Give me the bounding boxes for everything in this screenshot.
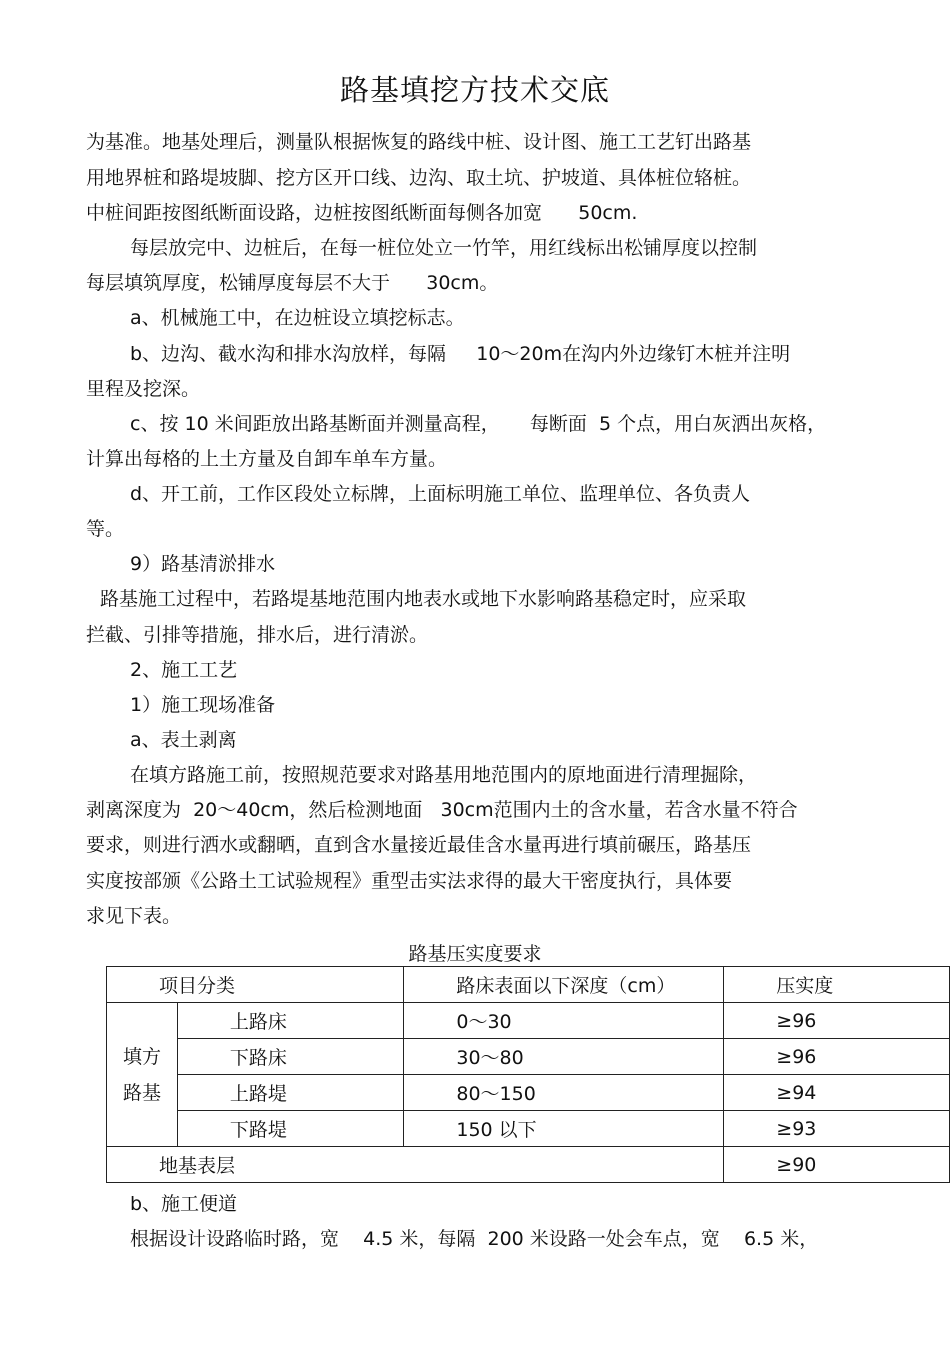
- paragraph-line: 求见下表。: [86, 905, 182, 927]
- row-depth: 0～30: [404, 1003, 724, 1039]
- table-row: [107, 1003, 950, 1039]
- row-depth: 80～150: [404, 1075, 724, 1111]
- row-name: 下路床: [177, 1039, 403, 1075]
- paragraph-line: b、边沟、截水沟和排水沟放样，每隔 10～20m在沟内外边缘钉木桩并注明: [130, 343, 791, 365]
- document-title: 路基填挖方技术交底: [339, 73, 610, 107]
- table-row: [107, 1039, 950, 1075]
- compaction-table: [106, 966, 950, 1183]
- table-row: [107, 1147, 950, 1183]
- row-value: ≥96: [724, 1003, 950, 1039]
- paragraph-line: 每层放完中、边桩后，在每一桩位处立一竹竿，用红线标出松铺厚度以控制: [130, 237, 758, 259]
- section-heading: b、施工便道: [130, 1193, 238, 1215]
- table-row: [107, 1075, 950, 1111]
- section-heading: 2、施工工艺: [130, 659, 238, 681]
- paragraph-line: 为基准。地基处理后，测量队根据恢复的路线中桩、设计图、施工工艺钉出路基: [86, 131, 752, 153]
- row-value: ≥96: [724, 1039, 950, 1075]
- paragraph-line: 要求，则进行洒水或翻晒，直到含水量接近最佳含水量再进行填前碾压，路基压: [86, 834, 752, 856]
- paragraph-line: a、机械施工中，在边桩设立填挖标志。: [130, 307, 465, 329]
- paragraph-line: 拦截、引排等措施，排水后，进行清淤。: [86, 624, 429, 646]
- row-name: 上路堤: [177, 1075, 403, 1111]
- paragraph-line: 中桩间距按图纸断面设路，边桩按图纸断面每侧各加宽 50cm.: [86, 202, 638, 224]
- group-label-line: 填方: [122, 1045, 161, 1068]
- table-caption: 路基压实度要求: [408, 943, 542, 965]
- header-category: 项目分类: [107, 967, 404, 1003]
- paragraph-line: 用地界桩和路堤坡脚、挖方区开口线、边沟、取土坑、护坡道、具体桩位辂桩。: [86, 167, 752, 189]
- group-label-cell: [107, 1003, 178, 1147]
- paragraph-line: 里程及挖深。: [86, 378, 201, 400]
- paragraph-line: d、开工前，工作区段处立标牌，上面标明施工单位、监理单位、各负责人: [130, 483, 751, 505]
- paragraph-line: 根据设计设路临时路，宽 4.5 米，每隔 200 米设路一处会车点，宽 6.5 米，: [130, 1228, 819, 1250]
- row-value: ≥94: [724, 1075, 950, 1111]
- table-row: [107, 1111, 950, 1147]
- row-value: ≥90: [724, 1147, 950, 1183]
- row-name: 上路床: [177, 1003, 403, 1039]
- paragraph-line: 实度按部颁《公路土工试验规程》重型击实法求得的最大干密度执行，具体要: [86, 870, 733, 892]
- row-depth: 150 以下: [404, 1111, 724, 1147]
- paragraph-line: 等。: [86, 518, 125, 540]
- table-header-row: [107, 967, 950, 1003]
- header-compaction: 压实度: [724, 967, 950, 1003]
- section-heading: 9）路基清淤排水: [130, 553, 276, 575]
- group-label-line: 路基: [122, 1081, 161, 1104]
- header-depth: 路床表面以下深度（cm）: [404, 967, 724, 1003]
- paragraph-line: 计算出每格的上土方量及自卸车单车方量。: [86, 448, 448, 470]
- row-value: ≥93: [724, 1111, 950, 1147]
- section-heading: 1）施工现场准备: [130, 694, 276, 716]
- paragraph-line: 每层填筑厚度，松铺厚度每层不大于 30cm。: [86, 272, 499, 294]
- row-name: 地基表层: [107, 1147, 724, 1183]
- paragraph-line: 路基施工过程中，若路堤基地范围内地表水或地下水影响路基稳定时，应采取: [100, 588, 747, 610]
- paragraph-line: 在填方路施工前，按照规范要求对路基用地范围内的原地面进行清理掘除，: [130, 764, 758, 786]
- paragraph-line: 剥离深度为 20～40cm，然后检测地面 30cm范围内土的含水量，若含水量不符合: [86, 799, 798, 821]
- section-heading: a、表土剥离: [130, 729, 237, 751]
- paragraph-line: c、按 10 米间距放出路基断面并测量高程， 每断面 5 个点，用白灰洒出灰格，: [130, 413, 827, 435]
- row-depth: 30～80: [404, 1039, 724, 1075]
- row-name: 下路堤: [177, 1111, 403, 1147]
